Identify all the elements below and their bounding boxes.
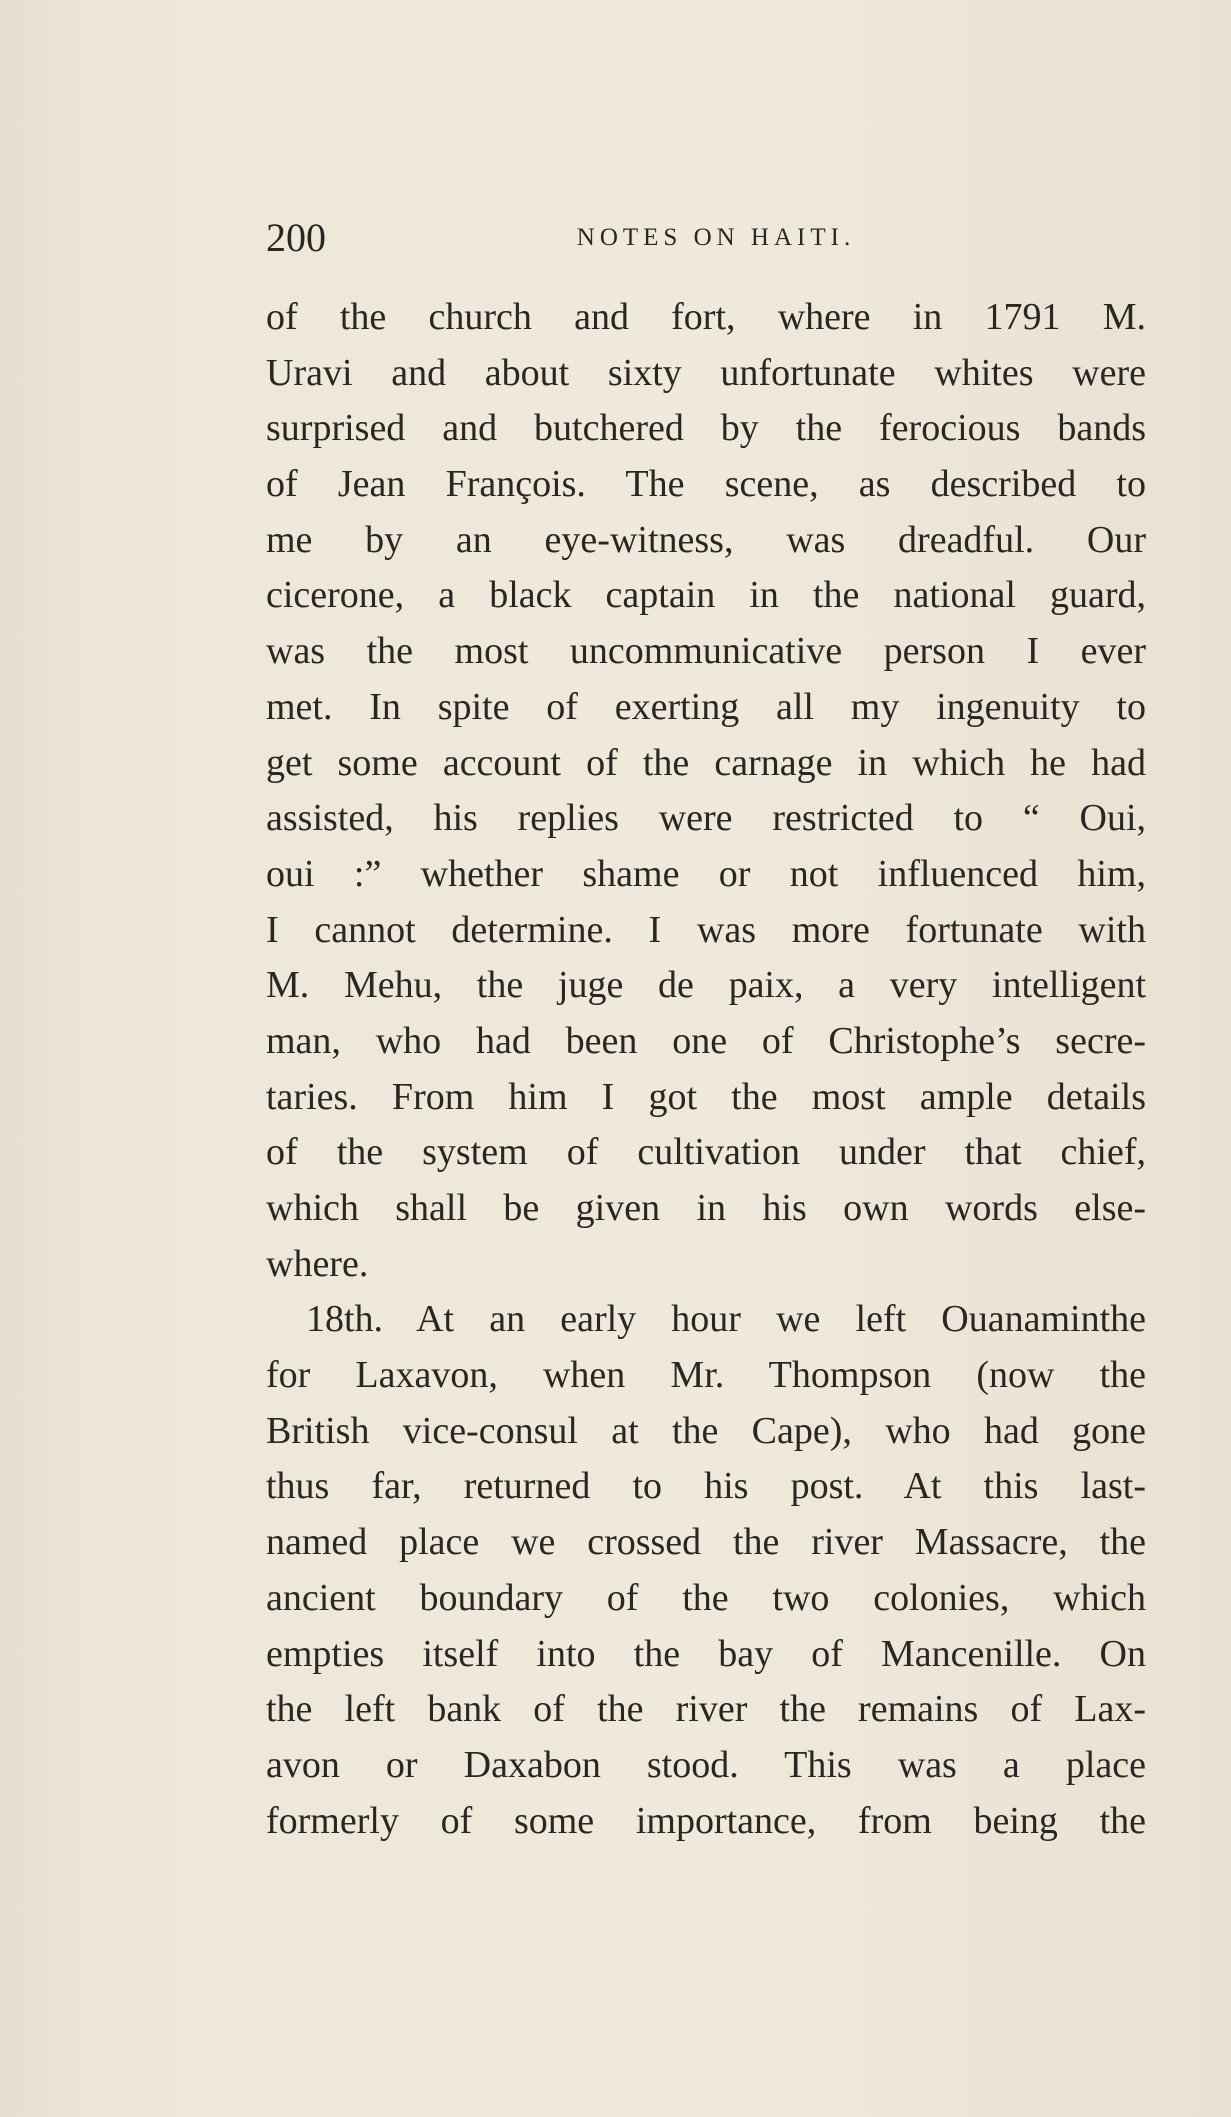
text-line: which shall be given in his own words else- — [266, 1187, 1146, 1229]
text-line: oui :” whether shame or not influenced him, — [266, 852, 1146, 895]
text-line: British vice-consul at the Cape), who had gone — [266, 1409, 1146, 1452]
text-line: met. In spite of exerting all my ingenuity to — [266, 685, 1146, 728]
text-line: thus far, returned to his post. At this last- — [266, 1465, 1146, 1508]
text-line: ancient boundary of the two colonies, which — [266, 1576, 1146, 1619]
text-line: the left bank of the river the remains of Lax- — [266, 1688, 1146, 1731]
text-line: taries. From him I got the most ample details — [266, 1075, 1146, 1118]
body-text — [266, 290, 1146, 1849]
text-line: empties itself into the bay of Mancenille. On — [266, 1632, 1146, 1675]
text-line: named place we crossed the river Massacre, the — [266, 1521, 1146, 1564]
text-line: 18th. At an early hour we left Ouanaminthe — [306, 1298, 1146, 1341]
text-line: cicerone, a black captain in the national guard, — [266, 574, 1146, 617]
page-header — [266, 214, 1146, 264]
running-title: NOTES ON HAITI. — [576, 224, 856, 251]
text-line: formerly of some importance, from being the — [266, 1799, 1146, 1842]
text-line: of the church and fort, where in 1791 M. — [266, 296, 1146, 338]
text-line: M. Mehu, the juge de paix, a very intelligent — [266, 964, 1146, 1007]
text-line: of the system of cultivation under that chief, — [266, 1131, 1146, 1174]
text-line: of Jean François. The scene, as described to — [266, 463, 1146, 506]
text-line: avon or Daxabon stood. This was a place — [266, 1743, 1146, 1786]
text-line: me by an eye-witness, was dreadful. Our — [266, 518, 1146, 561]
text-line: man, who had been one of Christophe’s secre- — [266, 1019, 1146, 1062]
text-line: where. — [266, 1242, 369, 1285]
text-line: for Laxavon, when Mr. Thompson (now the — [266, 1354, 1146, 1397]
text-line: I cannot determine. I was more fortunate with — [266, 908, 1146, 951]
text-line: surprised and butchered by the ferocious bands — [266, 407, 1146, 450]
page-number: 200 — [266, 215, 326, 260]
text-line: was the most uncommunicative person I ever — [266, 630, 1146, 673]
text-line: get some account of the carnage in which he had — [266, 741, 1146, 784]
text-line: Uravi and about sixty unfortunate whites were — [266, 351, 1146, 394]
text-line: assisted, his replies were restricted to “ Oui, — [266, 797, 1146, 840]
